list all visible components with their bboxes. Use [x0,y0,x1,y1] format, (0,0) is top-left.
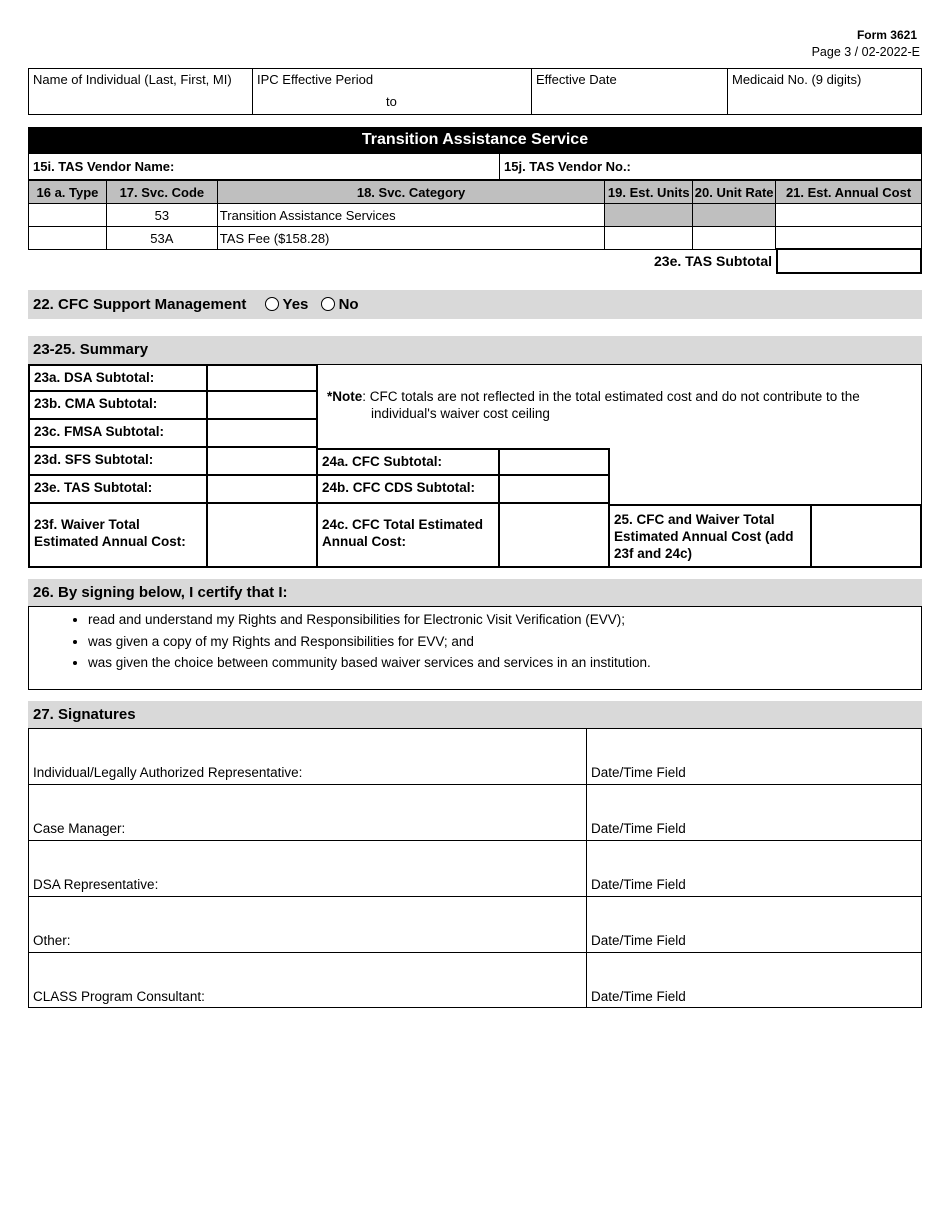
date-label-dsa: Date/Time Field [591,877,686,892]
certify-list [88,609,651,674]
sfs-subtotal-input[interactable] [208,448,318,476]
cma-subtotal-input[interactable] [208,392,318,420]
page-info: Page 3 / 02-2022-E [811,45,920,59]
note-label: *Note [327,389,363,404]
col-type: 16 a. Type [29,181,107,204]
cfc-yes-option[interactable] [265,296,309,313]
combined-total-input[interactable] [812,504,922,568]
cfc-subtotal-input[interactable] [500,448,610,476]
cfc-no-option[interactable] [321,296,359,313]
signature-label-individual: Individual/Legally Authorized Representative: [33,765,303,780]
col-svc-category: 18. Svc. Category [217,181,605,204]
row-code: 53A [106,227,217,250]
row-type-input[interactable] [29,204,107,227]
cfc-cds-subtotal-label: 24b. CFC CDS Subtotal: [318,476,500,504]
row-rate-input[interactable] [693,227,776,250]
cfc-cds-subtotal-input[interactable] [500,476,610,504]
date-label-class-consultant: Date/Time Field [591,989,686,1004]
cfc-subtotal-label: 24a. CFC Subtotal: [318,448,500,476]
radio-yes[interactable] [265,297,279,311]
signature-label-class-consultant: CLASS Program Consultant: [33,989,205,1004]
dsa-subtotal-input[interactable] [208,364,318,392]
signatures-title: 27. Signatures [28,701,922,728]
date-label-case-manager: Date/Time Field [591,821,686,836]
row-category: TAS Fee ($158.28) [217,227,605,250]
signature-label-case-manager: Case Manager: [33,821,126,836]
cfc-no-label: No [338,296,359,313]
ipc-period-field[interactable] [253,69,532,114]
form-number: Form 3621 [856,28,917,42]
ipc-to-label: to [386,94,397,109]
tas-table [28,180,922,250]
tas-vendor-row [28,153,922,180]
list-item: • was given the choice between community based waiver services and services in an institution. [88,652,651,674]
cfc-support-label: 22. CFC Support Management [33,296,247,313]
list-item: • was given a copy of my Rights and Responsibilities for EVV; and [88,631,651,653]
tas-vendor-name-field[interactable] [29,154,500,179]
fmsa-subtotal-label: 23c. FMSA Subtotal: [28,420,208,448]
name-field[interactable] [29,69,253,114]
col-est-units: 19. Est. Units [605,181,693,204]
signature-field-other[interactable] [29,897,585,952]
waiver-total-input[interactable] [208,504,318,568]
col-unit-rate: 20. Unit Rate [693,181,776,204]
medicaid-field[interactable] [728,69,921,114]
tas-title: Transition Assistance Service [28,127,922,153]
tas-subtotal-label: 23e. TAS Subtotal [654,253,772,269]
medicaid-label: Medicaid No. (9 digits) [732,72,862,87]
note-text: : CFC totals are not reflected in the total estimated cost and do not contribute to the [362,389,860,404]
row-units-input[interactable] [605,227,693,250]
table-row [29,204,922,227]
radio-no[interactable] [321,297,335,311]
cfc-support-band [28,290,922,319]
tas-subtotal-input[interactable] [776,248,922,274]
tas-vendor-no-label: 15j. TAS Vendor No.: [504,159,631,174]
waiver-total-label: 23f. Waiver Total Estimated Annual Cost: [28,504,208,568]
top-fields [28,68,922,115]
certify-title: 26. By signing below, I certify that I: [28,579,922,606]
summary-title: 23-25. Summary [28,336,922,364]
date-label-other: Date/Time Field [591,933,686,948]
row-rate-disabled [693,204,776,227]
list-item: • read and understand my Rights and Responsibilities for Electronic Visit Verification (EVV); [88,609,651,631]
effective-date-field[interactable] [532,69,728,114]
tas-table-header [29,181,922,204]
ipc-period-label: IPC Effective Period [257,72,374,87]
cma-subtotal-label: 23b. CMA Subtotal: [28,392,208,420]
row-cost-input[interactable] [776,204,922,227]
row-category: Transition Assistance Services [217,204,605,227]
date-label-individual: Date/Time Field [591,765,686,780]
tas-subtotal-summary-input[interactable] [208,476,318,504]
cfc-total-label: 24c. CFC Total Estimated Annual Cost: [318,504,500,568]
row-cost-input[interactable] [776,227,922,250]
signature-label-dsa: DSA Representative: [33,877,159,892]
tas-vendor-name-label: 15i. TAS Vendor Name: [33,159,175,174]
row-type-input[interactable] [29,227,107,250]
effective-date-label: Effective Date [536,72,617,87]
row-units-disabled [605,204,693,227]
signature-label-other: Other: [33,933,71,948]
combined-total-label: 25. CFC and Waiver Total Estimated Annual Cost (add 23f and 24c) [610,504,812,568]
tas-vendor-no-field[interactable] [500,154,921,179]
cfc-yes-label: Yes [282,296,309,313]
row-code: 53 [106,204,217,227]
fmsa-subtotal-input[interactable] [208,420,318,448]
sfs-subtotal-label: 23d. SFS Subtotal: [28,448,208,476]
summary-note [327,388,917,422]
name-label: Name of Individual (Last, First, MI) [33,72,232,87]
col-svc-code: 17. Svc. Code [106,181,217,204]
note-text-2: individual's waiver cost ceiling [371,406,550,421]
cfc-total-input[interactable] [500,504,610,568]
tas-subtotal-summary-label: 23e. TAS Subtotal: [28,476,208,504]
col-est-annual-cost: 21. Est. Annual Cost [776,181,922,204]
dsa-subtotal-label: 23a. DSA Subtotal: [28,364,208,392]
table-row [29,227,922,250]
